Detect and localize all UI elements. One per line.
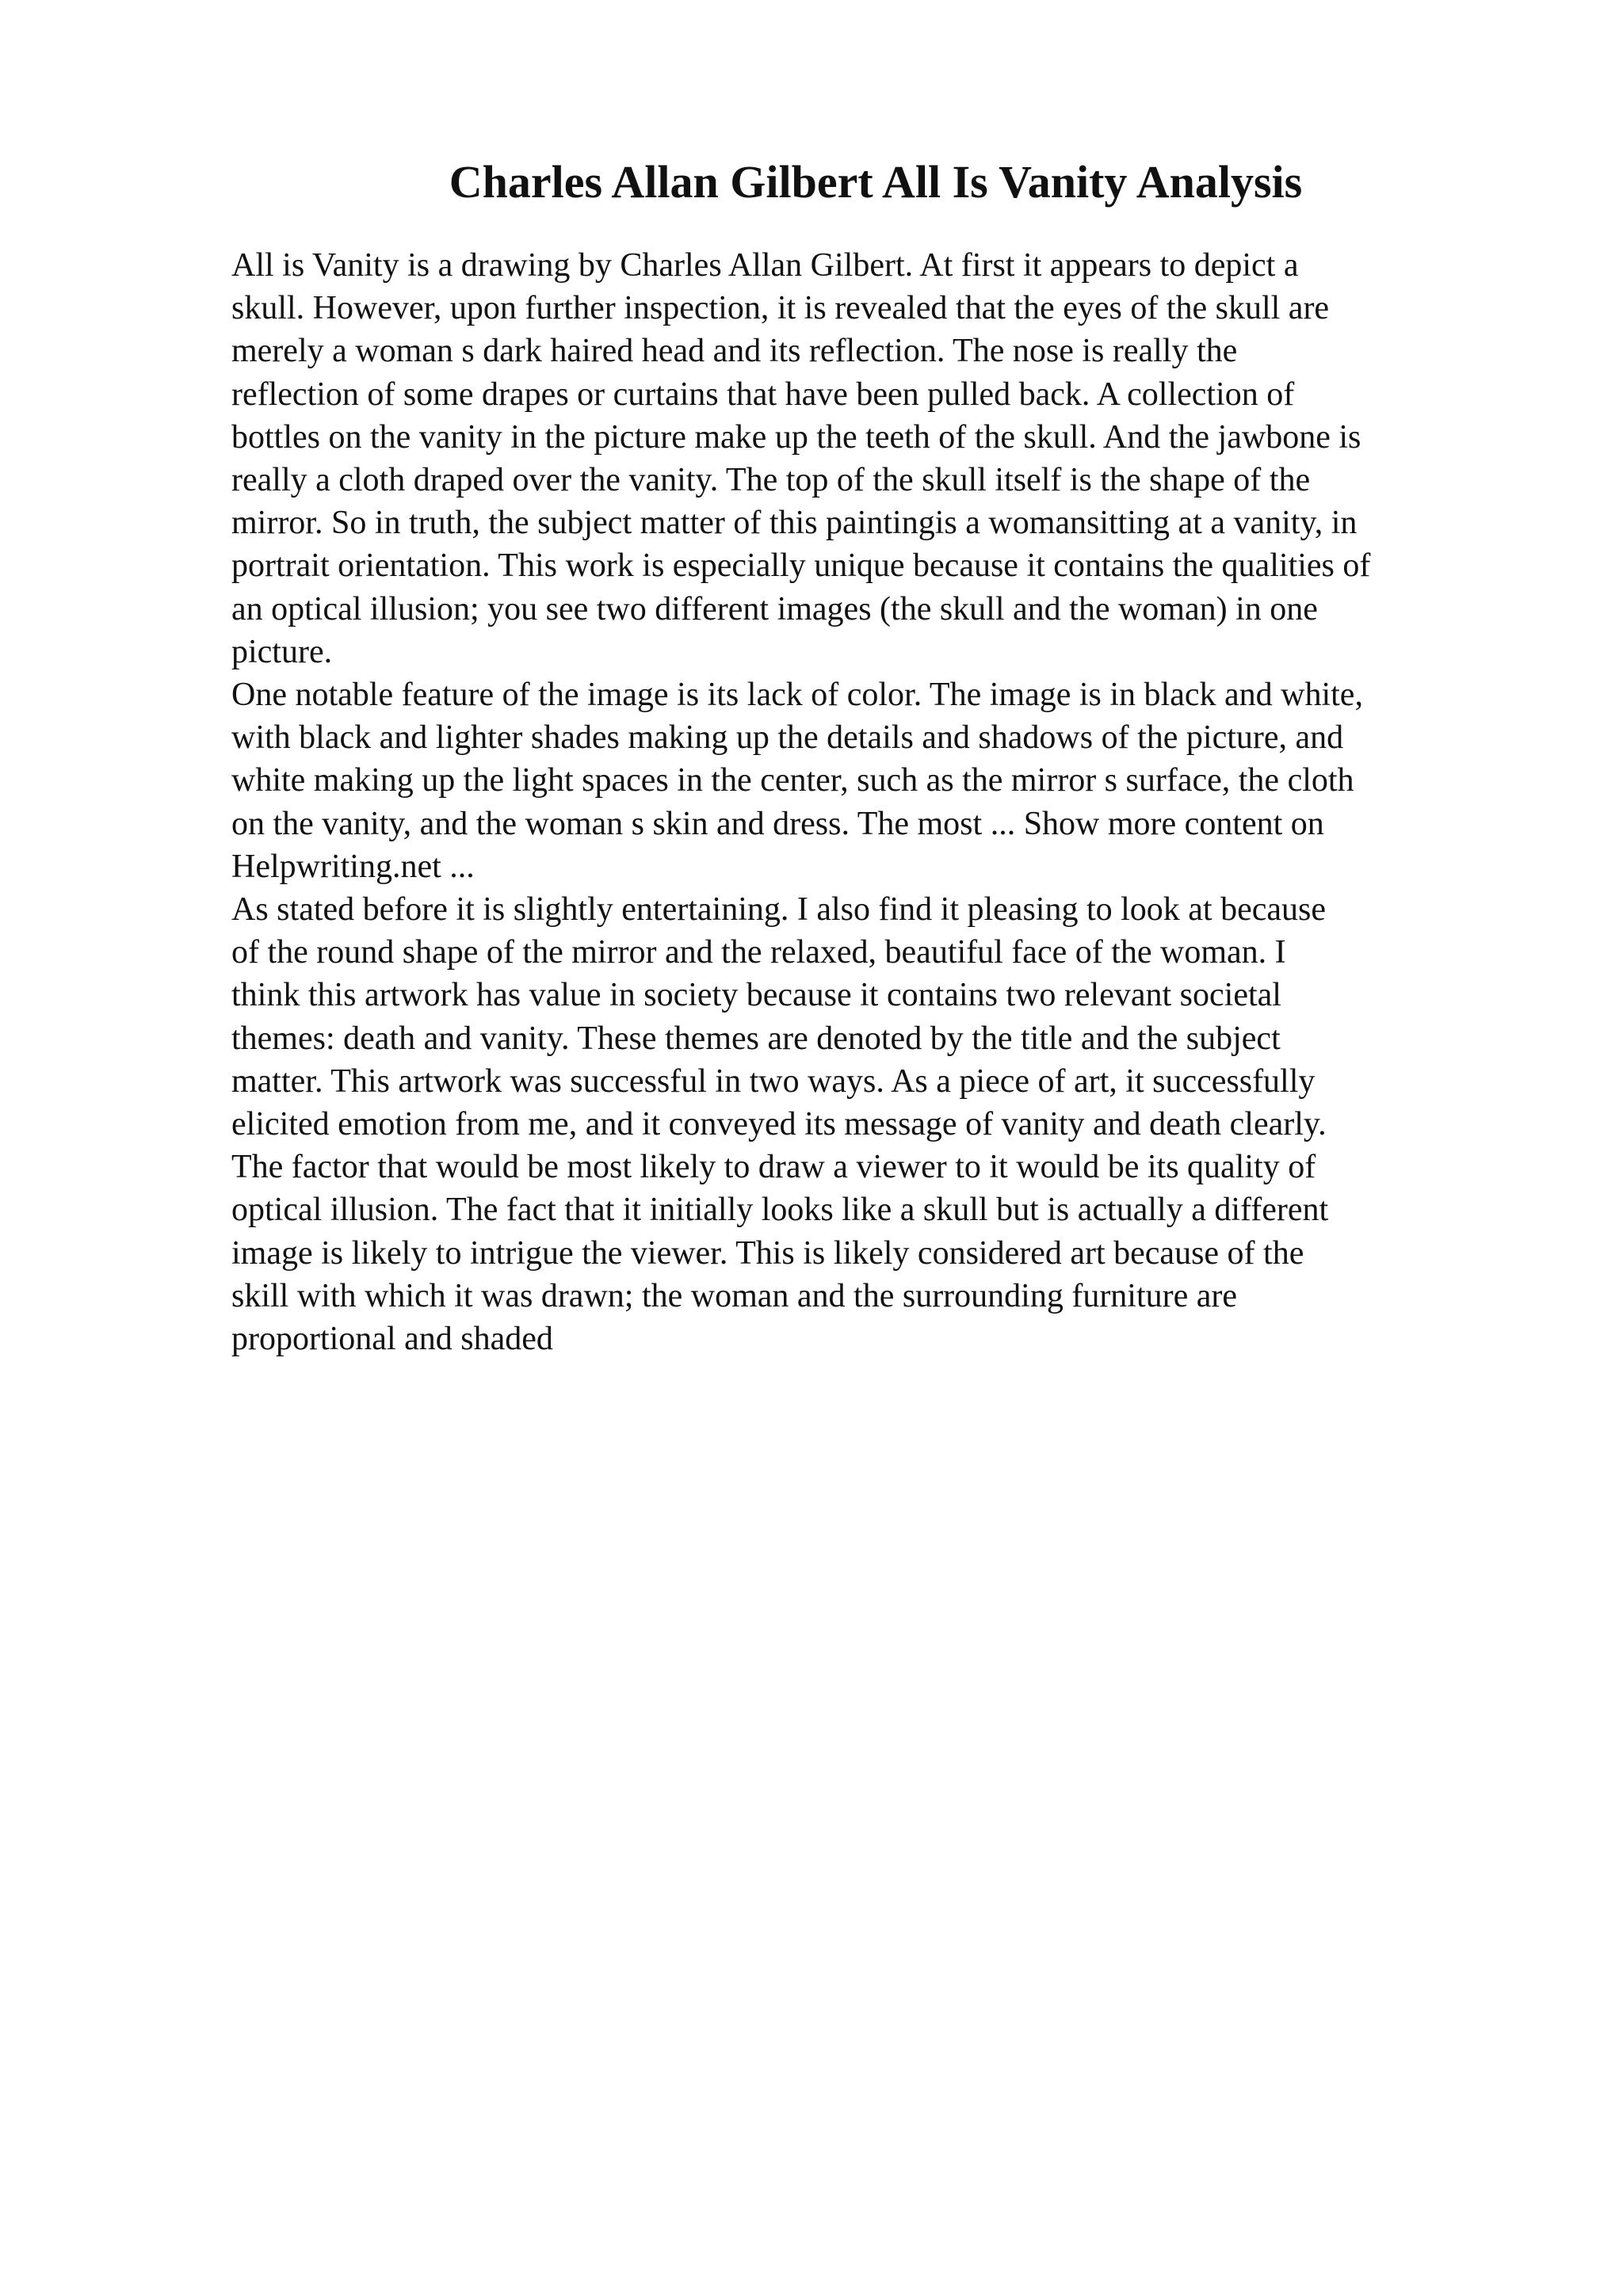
text-line: matter. This artwork was successful in two ways. As a piece of art, it successfully [231, 1062, 1316, 1100]
text-line: reflection of some drapes or curtains that have been pulled back. A collection of [231, 376, 1295, 413]
text-line: with black and lighter shades making up the details and shadows of the picture, and [231, 719, 1344, 757]
text-line: Helpwriting.net ... [231, 848, 475, 885]
document-body [231, 244, 1594, 1360]
text-line: proportional and shaded [231, 1321, 553, 1358]
text-line: skull. However, upon further inspection, it is revealed that the eyes of the skull are [231, 290, 1330, 327]
text-line: think this artwork has value in society because it contains two relevant societal [231, 977, 1281, 1014]
paragraph-1 [231, 244, 1594, 673]
text-line: portrait orientation. This work is especially unique because it contains the qualities of [231, 547, 1371, 585]
text-line: merely a woman s dark haired head and its reflection. The nose is really the [231, 333, 1238, 370]
paragraph-2 [231, 673, 1594, 888]
text-line: of the round shape of the mirror and the relaxed, beautiful face of the woman. I [231, 934, 1286, 971]
text-line: The factor that would be most likely to draw a viewer to it would be its quality of [231, 1149, 1316, 1186]
text-line: optical illusion. The fact that it initially looks like a skull but is actually a different [231, 1192, 1329, 1229]
text-line: themes: death and vanity. These themes are denoted by the title and the subject [231, 1020, 1281, 1057]
text-line: One notable feature of the image is its lack of color. The image is in black and white, [231, 677, 1363, 714]
text-line: picture. [231, 633, 333, 670]
text-line: really a cloth draped over the vanity. The top of the skull itself is the shape of the [231, 462, 1311, 499]
text-line: mirror. So in truth, the subject matter of this paintingis a womansitting at a vanity, in [231, 505, 1358, 542]
document-title: Charles Allan Gilbert All Is Vanity Analysis [449, 156, 1303, 208]
text-line: image is likely to intrigue the viewer. This is likely considered art because of the [231, 1234, 1304, 1272]
text-line: white making up the light spaces in the center, such as the mirror s surface, the cloth [231, 762, 1354, 799]
text-line: on the vanity, and the woman s skin and dress. The most ... Show more content on [231, 805, 1324, 842]
text-line: bottles on the vanity in the picture make up the teeth of the skull. And the jawbone is [231, 418, 1361, 456]
text-line: All is Vanity is a drawing by Charles Allan Gilbert. At first it appears to depict a [231, 247, 1299, 284]
paragraph-3 [231, 888, 1594, 1360]
text-line: elicited emotion from me, and it conveyed its message of vanity and death clearly. [231, 1106, 1327, 1143]
text-line: an optical illusion; you see two different images (the skull and the woman) in one [231, 590, 1318, 627]
text-line: As stated before it is slightly entertaining. I also find it pleasing to look at because [231, 891, 1327, 929]
text-line: skill with which it was drawn; the woman and the surrounding furniture are [231, 1277, 1238, 1314]
